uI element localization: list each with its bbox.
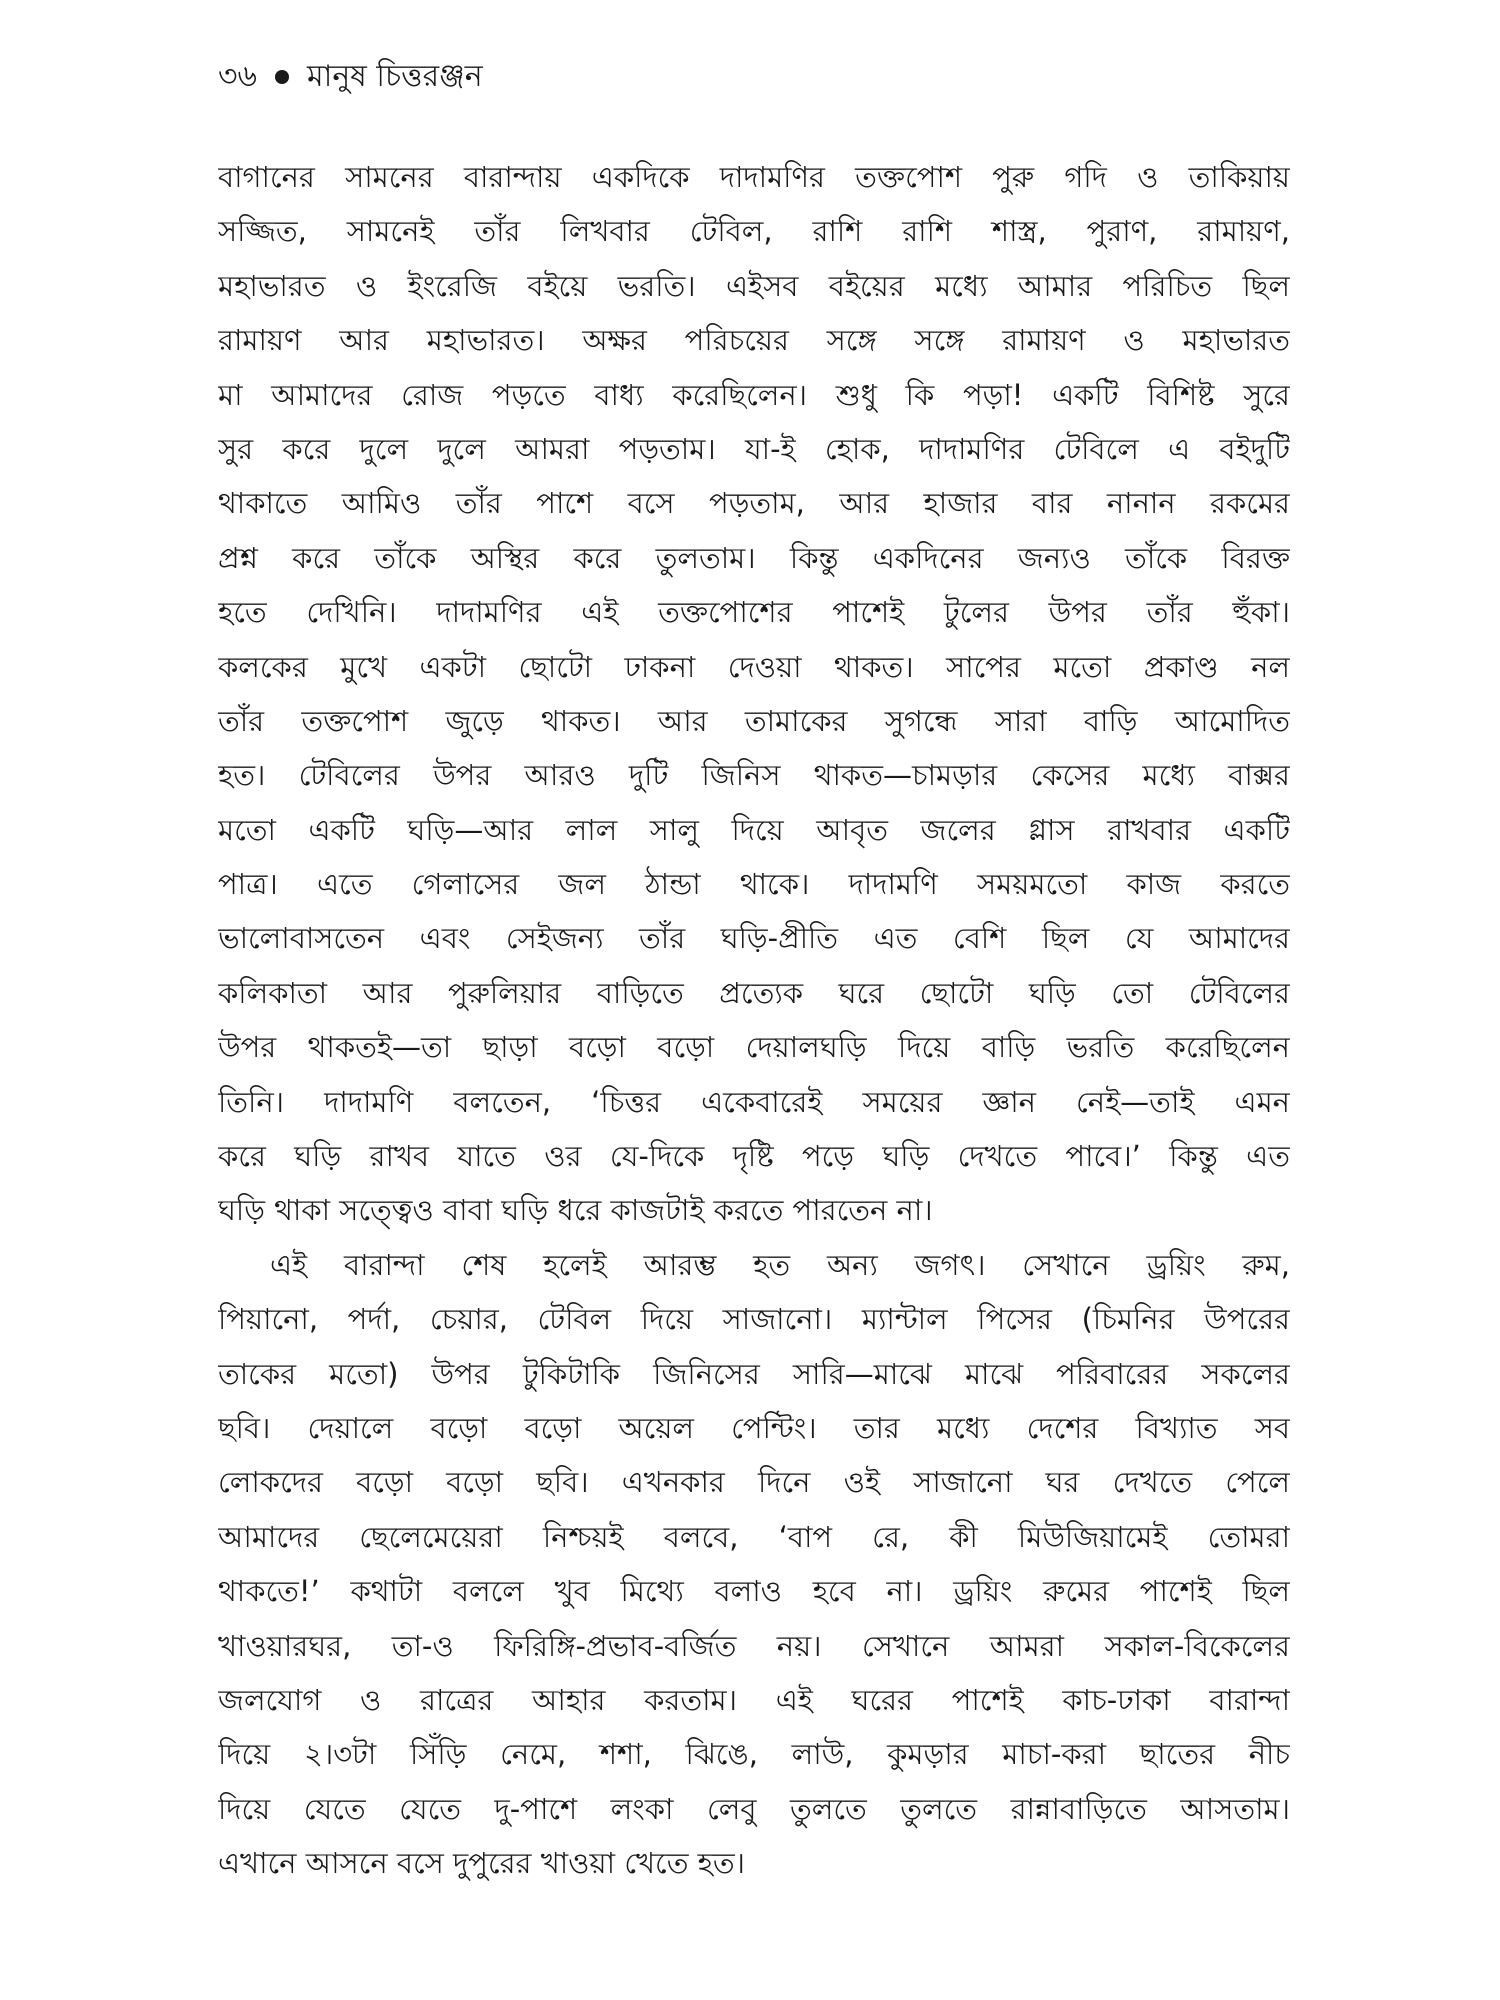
- text-line: থাকাতে আমিও তাঁর পাশে বসে পড়তাম, আর হাজার বার নানান রকমের: [218, 486, 1290, 521]
- text-line: তিনি। দাদামণি বলতেন, ‘চিত্তর একেবারেই সময়ের জ্ঞান নেই—তাই এমন: [218, 1084, 1290, 1119]
- text-line: আমাদের ছেলেমেয়েরা নিশ্চয়ই বলবে, ‘বাপ রে, কী মিউজিয়ামেই তোমরা: [218, 1519, 1290, 1554]
- text-line: হত। টেবিলের উপর আরও দুটি জিনিস থাকত—চামড়ার কেসের মধ্যে বাক্সর: [218, 758, 1290, 793]
- text-line: জলযোগ ও রাত্রের আহার করতাম। এই ঘরের পাশেই কাচ-ঢাকা বারান্দা: [218, 1682, 1290, 1717]
- text-line: তাকের মতো) উপর টুকিটাকি জিনিসের সারি—মাঝে মাঝে পরিবারের সকলের: [218, 1356, 1290, 1391]
- book-title: মানুষ চিত্তরঞ্জন: [307, 59, 483, 94]
- text-line: করে ঘড়ি রাখব যাতে ওর যে-দিকে দৃষ্টি পড়ে ঘড়ি দেখতে পাবে।’ কিন্তু এত: [218, 1139, 1290, 1174]
- text-line: কলকের মুখে একটা ছোটো ঢাকনা দেওয়া থাকত। সাপের মতো প্রকাণ্ড নল: [218, 649, 1290, 684]
- text-line: কলিকাতা আর পুরুলিয়ার বাড়িতে প্রত্যেক ঘরে ছোটো ঘড়ি তো টেবিলের: [218, 975, 1290, 1010]
- text-line: ছবি। দেয়ালে বড়ো বড়ো অয়েল পেন্টিং। তার মধ্যে দেশের বিখ্যাত সব: [218, 1410, 1290, 1445]
- text-line: পিয়ানো, পর্দা, চেয়ার, টেবিল দিয়ে সাজানো। ম্যান্টাল পিসের (চিমনির উপরের: [218, 1302, 1290, 1337]
- text-line: এই বারান্দা শেষ হলেই আরম্ভ হত অন্য জগৎ। সেখানে ড্রয়িং রুম,: [270, 1247, 1290, 1282]
- running-head: [218, 52, 483, 102]
- text-line: সজ্জিত, সামনেই তাঁর লিখবার টেবিল, রাশি রাশি শাস্ত্র, পুরাণ, রামায়ণ,: [218, 214, 1290, 249]
- text-line: রামায়ণ আর মহাভারত। অক্ষর পরিচয়ের সঙ্গে সঙ্গে রামায়ণ ও মহাভারত: [218, 323, 1290, 358]
- text-line: তাঁর তক্তপোশ জুড়ে থাকত। আর তামাকের সুগন্ধে সারা বাড়ি আমোদিত: [218, 703, 1290, 738]
- text-line: প্রশ্ন করে তাঁকে অস্থির করে তুলতাম। কিন্তু একদিনের জন্যও তাঁকে বিরক্ত: [218, 540, 1290, 575]
- text-line: মা আমাদের রোজ পড়তে বাধ্য করেছিলেন। শুধু কি পড়া! একটি বিশিষ্ট সুরে: [218, 377, 1290, 412]
- text-line: সুর করে দুলে দুলে আমরা পড়তাম। যা-ই হোক, দাদামণির টেবিলে এ বইদুটি: [218, 431, 1290, 466]
- text-line: দিয়ে ২।৩টা সিঁড়ি নেমে, শশা, ঝিঙে, লাউ, কুমড়ার মাচা-করা ছাতের নীচ: [218, 1737, 1290, 1772]
- text-line: ঘড়ি থাকা সত্ত্বেও বাবা ঘড়ি ধরে কাজটাই করতে পারতেন না।: [218, 1193, 933, 1228]
- text-line: এখানে আসনে বসে দুপুরের খাওয়া খেতে হত।: [218, 1846, 746, 1881]
- text-line: ভালোবাসতেন এবং সেইজন্য তাঁর ঘড়ি-প্রীতি এত বেশি ছিল যে আমাদের: [218, 921, 1290, 956]
- text-line: দিয়ে যেতে যেতে দু-পাশে লংকা লেবু তুলতে তুলতে রান্নাবাড়িতে আসতাম।: [218, 1791, 1290, 1826]
- text-line: থাকতে!’ কথাটা বললে খুব মিথ্যে বলাও হবে না। ড্রয়িং রুমের পাশেই ছিল: [218, 1574, 1290, 1609]
- text-line: পাত্র। এতে গেলাসের জল ঠান্ডা থাকে। দাদামণি সময়মতো কাজ করতে: [218, 867, 1290, 902]
- text-line: হতে দেখিনি। দাদামণির এই তক্তপোশের পাশেই টুলের উপর তাঁর হুঁকা।: [218, 595, 1290, 630]
- text-line: লোকদের বড়ো বড়ো ছবি। এখনকার দিনে ওই সাজানো ঘর দেখতে পেলে: [218, 1465, 1290, 1500]
- bullet-icon: [275, 70, 289, 84]
- text-line: খাওয়ারঘর, তা-ও ফিরিঙ্গি-প্রভাব-বর্জিত নয়। সেখানে আমরা সকাল-বিকেলের: [218, 1628, 1290, 1663]
- text-line: মহাভারত ও ইংরেজি বইয়ে ভরতি। এইসব বইয়ের মধ্যে আমার পরিচিত ছিল: [218, 268, 1290, 303]
- text-line: মতো একটি ঘড়ি—আর লাল সালু দিয়ে আবৃত জলের গ্লাস রাখবার একটি: [218, 812, 1290, 847]
- page-number: ৩৬: [218, 59, 258, 94]
- body-text: [218, 150, 1290, 1891]
- text-line: বাগানের সামনের বারান্দায় একদিকে দাদামণির তক্তপোশ পুরু গদি ও তাকিয়ায়: [218, 160, 1290, 194]
- text-line: উপর থাকতই—তা ছাড়া বড়ো বড়ো দেয়ালঘড়ি দিয়ে বাড়ি ভরতি করেছিলেন: [218, 1030, 1290, 1065]
